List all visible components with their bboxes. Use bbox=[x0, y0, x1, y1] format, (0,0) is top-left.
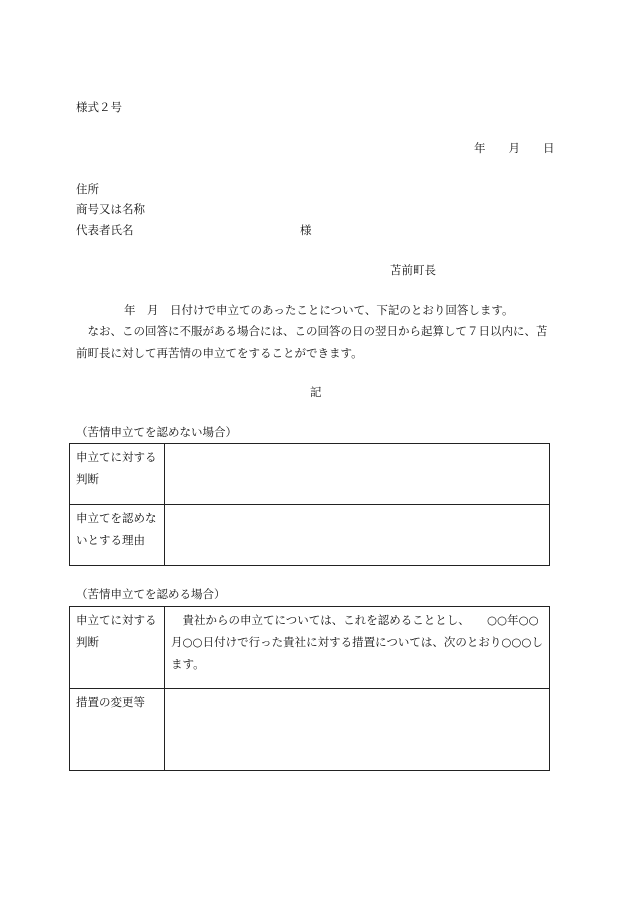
address-label: 住所 bbox=[76, 182, 99, 196]
table-row bbox=[70, 444, 550, 505]
sender-name: 苫前町長 bbox=[390, 263, 436, 277]
label-judgment-accepted: 申立てに対する判断 bbox=[70, 607, 165, 689]
section-accepted-heading: （苦情申立てを認める場合） bbox=[76, 587, 226, 601]
content-measure-change bbox=[165, 689, 550, 771]
not-accepted-table bbox=[69, 443, 550, 566]
ki-heading: 記 bbox=[310, 385, 322, 399]
accepted-table bbox=[69, 606, 550, 771]
reply-sentence: 年 月 日付けで申立てのあったことについて、下記のとおり回答します。 bbox=[124, 303, 514, 317]
label-judgment: 申立てに対する判断 bbox=[70, 444, 165, 505]
label-measure-change: 措置の変更等 bbox=[70, 689, 165, 771]
section-not-accepted-heading: （苦情申立てを認めない場合） bbox=[76, 425, 237, 439]
table-row bbox=[70, 607, 550, 689]
table-row bbox=[70, 689, 550, 771]
table-row bbox=[70, 505, 550, 566]
appeal-notice: なお、この回答に不服がある場合には、この回答の日の翌日から起算して７日以内に、苫前町長に対して再苦情の申立てをすることができます。 bbox=[76, 324, 548, 360]
label-reason: 申立てを認めないとする理由 bbox=[70, 505, 165, 566]
date-line: 年 月 日 bbox=[474, 141, 555, 155]
content-reason bbox=[165, 505, 550, 566]
honorific-sama: 様 bbox=[300, 223, 312, 237]
content-judgment-accepted: 貴社からの申立てについては、これを認めることとし、 ○○年○○月○○日付けで行った貴社に対する措置については、次のとおり○○○します。 bbox=[165, 607, 550, 689]
content-judgment bbox=[165, 444, 550, 505]
representative-label: 代表者氏名 bbox=[76, 223, 134, 237]
form-number: 様式２号 bbox=[76, 100, 122, 114]
company-name-label: 商号又は名称 bbox=[76, 202, 145, 216]
